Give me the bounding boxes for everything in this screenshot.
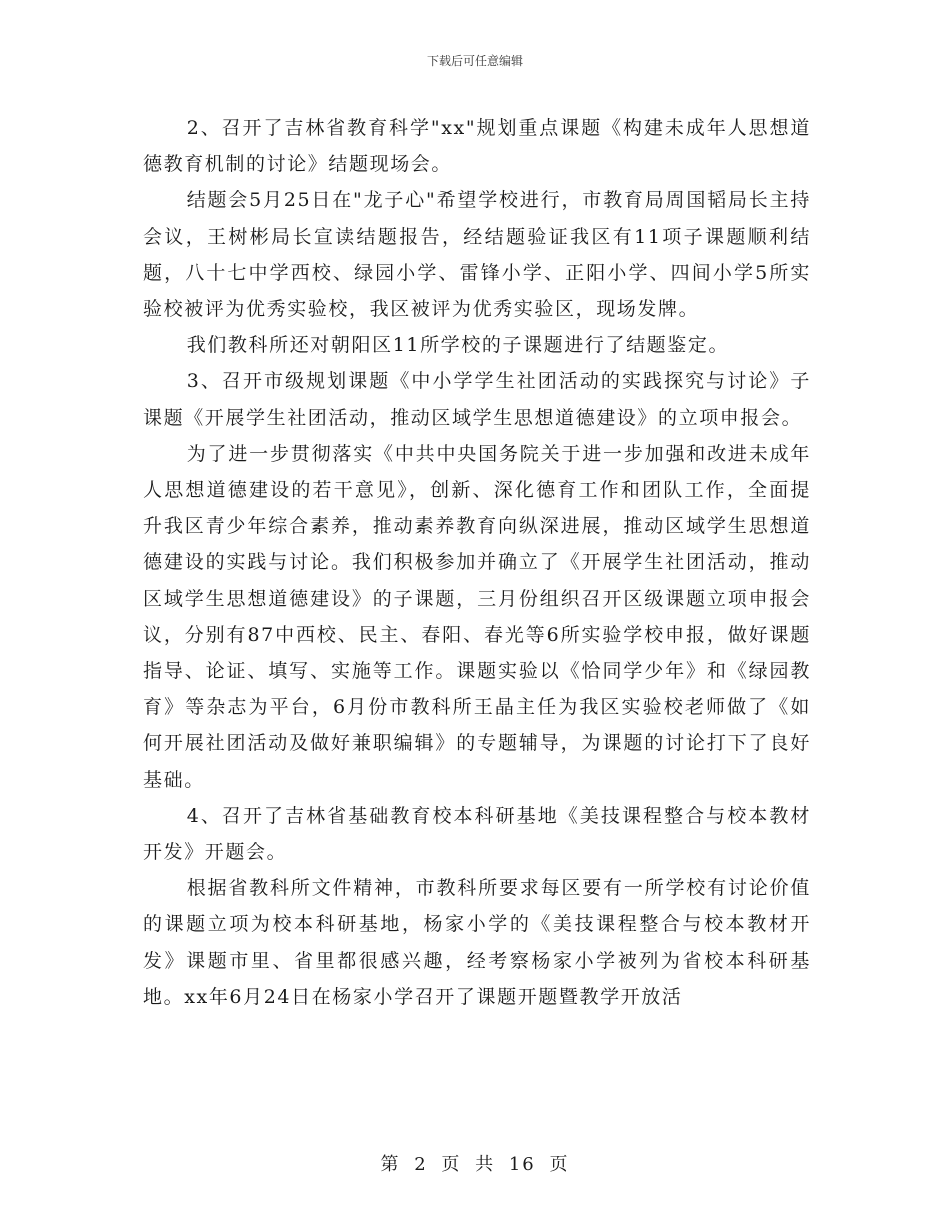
- page-header: 下载后可任意编辑: [426, 54, 523, 68]
- document-body: [143, 110, 811, 1015]
- paragraph-3: 我们教科所还对朝阳区11所学校的子课题进行了结题鉴定。: [186, 334, 730, 357]
- paragraph-6: 4、召开了吉林省基础教育校本科研基地《美技课程整合与校本教材开发》开题会。: [143, 804, 811, 864]
- page-number-footer: 第 2 页 共 16 页: [380, 1154, 570, 1175]
- paragraph-1: 2、召开了吉林省教育科学"xx"规划重点课题《构建未成年人思想道德教育机制的讨论》结题现场会。: [143, 117, 811, 176]
- paragraph-2: 结题会5月25日在"龙子心"希望学校进行，市教育局周国韬局长主持会议，王树彬局长宣读结题报告，经结题验证我区有11项子课题顺利结题，八十七中学西校、绿园小学、雷锋小学、正阳小学、四间小学5所实验校被评为优秀实验校，我区被评为优秀实验区，现场发牌。: [143, 189, 811, 321]
- paragraph-4: 3、召开市级规划课题《中小学学生社团活动的实践探究与讨论》子课题《开展学生社团活动，推动区域学生思想道德建设》的立项申报会。: [143, 370, 811, 429]
- paragraph-5: 为了进一步贯彻落实《中共中央国务院关于进一步加强和改进未成年人思想道德建设的若干意见》，创新、深化德育工作和团队工作，全面提升我区青少年综合素养，推动素养教育向纵深进展，推动区域学生思想道德建设的实践与讨论。我们积极参加并确立了《开展学生社团活动，推动区域学生思想道德建设》的子课题，三月份组织召开区级课题立项申报会议，分别有87中西校、民主、春阳、春光等6所实验学校申报，做好课题指导、论证、填写、实施等工作。课题实验以《恰同学少年》和《绿园教育》等杂志为平台，6月份市教科所王晶主任为我区实验校老师做了《如何开展社团活动及做好兼职编辑》的专题辅导，为课题的讨论打下了良好基础。: [143, 442, 811, 791]
- paragraph-7: 根据省教科所文件精神，市教科所要求每区要有一所学校有讨论价值的课题立项为校本科研基地，杨家小学的《美技课程整合与校本教材开发》课题市里、省里都很感兴趣，经考察杨家小学被列为省校本科研基地。xx年6月24日在杨家小学召开了课题开题暨教学开放活: [143, 877, 811, 1008]
